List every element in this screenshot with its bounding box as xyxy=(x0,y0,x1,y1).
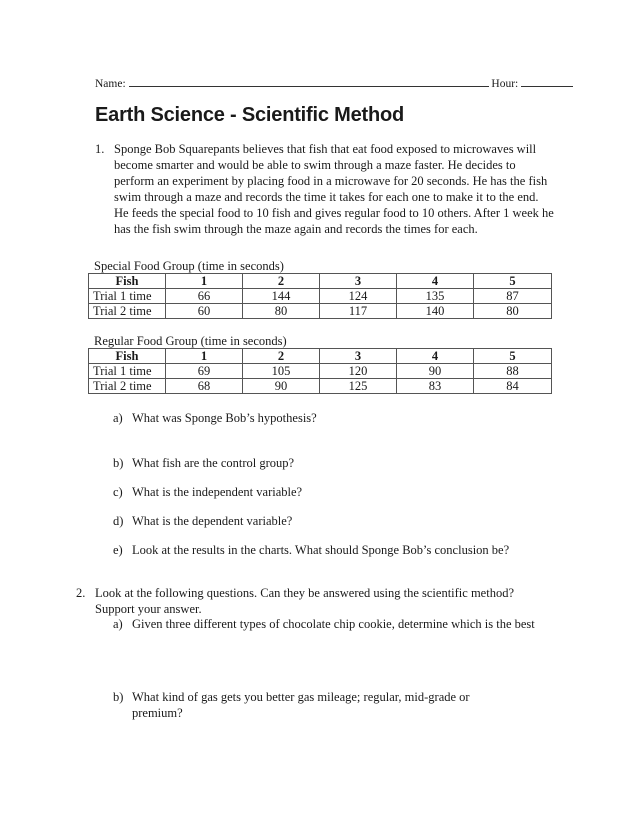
table-cell: 68 xyxy=(166,379,243,394)
header-cell: 4 xyxy=(397,349,474,364)
table-cell: 80 xyxy=(474,304,552,319)
question-2-number: 2. xyxy=(76,586,86,600)
table-cell: 88 xyxy=(474,364,552,379)
hour-blank[interactable] xyxy=(521,77,573,87)
sub-letter: a) xyxy=(113,617,123,631)
table-cell: 125 xyxy=(320,379,397,394)
header-cell: 2 xyxy=(243,349,320,364)
row-label: Trial 2 time xyxy=(89,304,166,319)
table-row xyxy=(89,364,552,379)
sub-letter: a) xyxy=(113,411,123,425)
table-header-row xyxy=(89,274,552,289)
header-cell: 2 xyxy=(243,274,320,289)
table-cell: 87 xyxy=(474,289,552,304)
name-blank[interactable] xyxy=(129,77,489,87)
question-2-text: Look at the following questions. Can they be answered using the scientific method? Support your answer. xyxy=(95,586,515,617)
header-cell: 1 xyxy=(166,274,243,289)
name-hour-line xyxy=(95,77,573,90)
table-cell: 84 xyxy=(474,379,552,394)
row-label: Trial 1 time xyxy=(89,289,166,304)
sub-letter: e) xyxy=(113,543,123,557)
question-1e xyxy=(113,542,509,558)
header-cell: 3 xyxy=(320,349,397,364)
header-cell: 3 xyxy=(320,274,397,289)
question-2b xyxy=(113,689,553,721)
sub-text: What is the dependent variable? xyxy=(132,514,293,528)
special-food-table xyxy=(88,273,552,319)
question-1-number: 1. xyxy=(95,142,105,156)
header-cell: Fish xyxy=(89,349,166,364)
table-cell: 144 xyxy=(243,289,320,304)
table-cell: 90 xyxy=(243,379,320,394)
table-cell: 66 xyxy=(166,289,243,304)
regular-food-caption: Regular Food Group (time in seconds) xyxy=(94,334,287,348)
table-cell: 90 xyxy=(397,364,474,379)
header-cell: 4 xyxy=(397,274,474,289)
table-cell: 60 xyxy=(166,304,243,319)
table-cell: 117 xyxy=(320,304,397,319)
question-1-text: Sponge Bob Squarepants believes that fish that eat food exposed to microwaves will become smarter and would be able to swim through a maze faster. He decides to perform an experiment by placing food in a microwave for 20 seconds. He has the fish swim through a maze and records the time it takes for each one to make it to the end. He feeds the special food to 10 fish and gives regular food to 10 others. After 1 week he has the fish swim through the maze again and records the times for each. xyxy=(114,142,554,237)
hour-label: Hour: xyxy=(491,78,519,90)
special-food-caption: Special Food Group (time in seconds) xyxy=(94,259,284,273)
question-1b xyxy=(113,455,294,471)
question-1c xyxy=(113,484,302,500)
table-cell: 105 xyxy=(243,364,320,379)
sub-text: What kind of gas gets you better gas mileage; regular, mid-grade or premium? xyxy=(132,690,470,720)
table-header-row xyxy=(89,349,552,364)
sub-text: What was Sponge Bob’s hypothesis? xyxy=(132,411,317,425)
sub-letter: d) xyxy=(113,514,124,528)
sub-text: What is the independent variable? xyxy=(132,485,303,499)
sub-text: Look at the results in the charts. What should Sponge Bob’s conclusion be? xyxy=(132,543,510,557)
table-cell: 69 xyxy=(166,364,243,379)
sub-text: What fish are the control group? xyxy=(132,456,295,470)
table-cell: 83 xyxy=(397,379,474,394)
table-row xyxy=(89,379,552,394)
table-cell: 135 xyxy=(397,289,474,304)
header-cell: 5 xyxy=(474,349,552,364)
row-label: Trial 1 time xyxy=(89,364,166,379)
page-title: Earth Science - Scientific Method xyxy=(95,104,405,126)
question-1a xyxy=(113,410,317,426)
table-cell: 120 xyxy=(320,364,397,379)
header-cell: 5 xyxy=(474,274,552,289)
sub-letter: b) xyxy=(113,690,124,704)
name-label: Name: xyxy=(95,78,126,90)
table-cell: 124 xyxy=(320,289,397,304)
question-1d xyxy=(113,513,292,529)
header-cell: 1 xyxy=(166,349,243,364)
table-cell: 140 xyxy=(397,304,474,319)
sub-letter: c) xyxy=(113,485,123,499)
question-2a xyxy=(113,616,553,632)
table-row xyxy=(89,289,552,304)
header-cell: Fish xyxy=(89,274,166,289)
table-cell: 80 xyxy=(243,304,320,319)
sub-letter: b) xyxy=(113,456,124,470)
regular-food-table xyxy=(88,348,552,394)
sub-text: Given three different types of chocolate chip cookie, determine which is the best xyxy=(132,617,535,631)
table-row xyxy=(89,304,552,319)
row-label: Trial 2 time xyxy=(89,379,166,394)
